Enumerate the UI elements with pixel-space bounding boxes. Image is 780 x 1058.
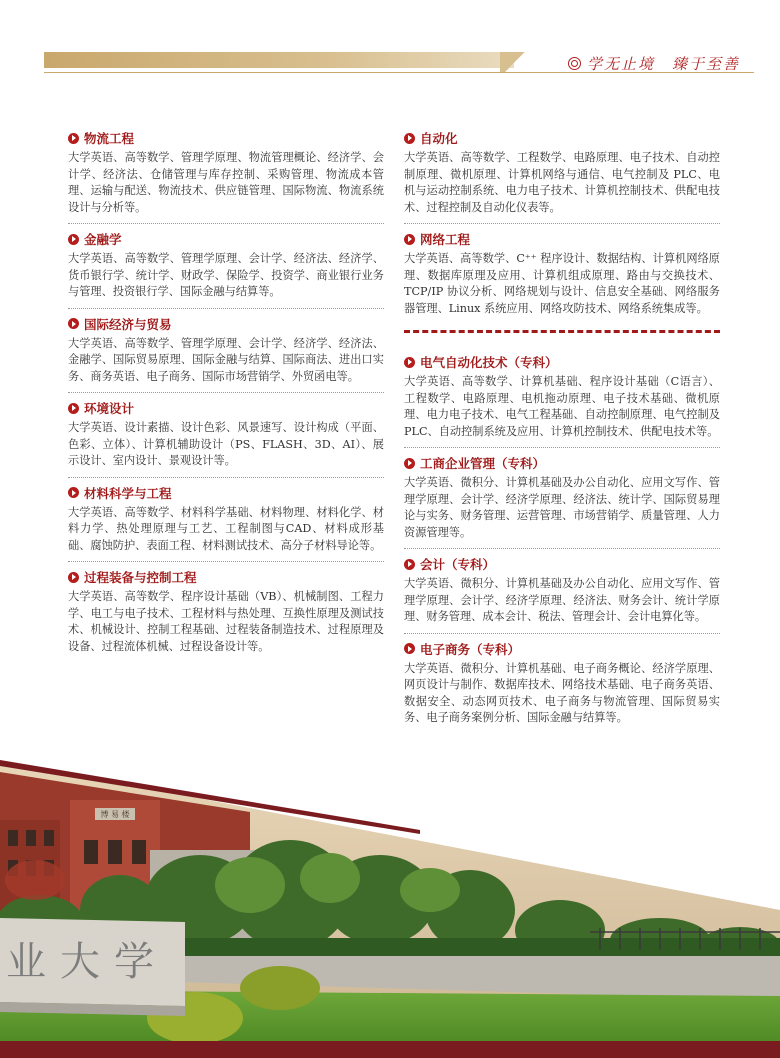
section-body: 大学英语、高等数学、程序设计基础（VB）、机械制图、工程力学、电工与电子技术、工程材料与热处理、互换性原理及测试技术、机械设计、控制工程基础、过程装备制造技术、过程原理及设备、过程流体机械、过程设备设计等。 bbox=[68, 590, 384, 653]
section-title bbox=[68, 566, 384, 588]
section-title bbox=[68, 228, 384, 250]
section-body: 大学英语、高等数学、材料科学基础、材料物理、材料化学、材料力学、热处理原理与工艺、工程制图与CAD、材料成形基础、腐蚀防护、表面工程、材料测试技术、高分子材料导论等。 bbox=[68, 505, 384, 552]
section-business-mgmt bbox=[404, 452, 720, 541]
section-body: 大学英语、高等数学、工程数学、电路原理、电子技术、自动控制原理、微机原理、计算机网络与通信、电气控制及 PLC、电机与运动控制系统、电力电子技术、计算机控制技术、供配电技术、过程控制及自动化仪表等。 bbox=[404, 151, 720, 214]
section-env-design bbox=[68, 397, 384, 470]
arrow-bullet-icon bbox=[68, 318, 79, 329]
section-title bbox=[404, 452, 720, 474]
arrow-bullet-icon bbox=[404, 458, 415, 469]
arrow-bullet-icon bbox=[404, 643, 415, 654]
section-title-text: 环境设计 bbox=[84, 401, 135, 416]
section-title bbox=[68, 482, 384, 504]
arrow-bullet-icon bbox=[404, 559, 415, 570]
section-network-eng bbox=[404, 228, 720, 317]
section-body: 大学英语、微积分、计算机基础及办公自动化、应用文写作、管理学原理、会计学、经济学原理、经济法、财务会计、统计学原理、财务管理、成本会计、税法、管理会计、会计电算化等。 bbox=[404, 577, 720, 623]
arrow-bullet-icon bbox=[68, 487, 79, 498]
section-title bbox=[404, 553, 720, 575]
circle-seal-icon bbox=[568, 57, 581, 70]
section-automation bbox=[404, 127, 720, 216]
section-finance bbox=[68, 228, 384, 301]
section-body: 大学英语、微积分、计算机基础及办公自动化、应用文写作、管理学原理、会计学、经济学原理、经济法、统计学、国际贸易理论与实务、财务管理、运营管理、市场营销学、质量管理、人力资源管理等。 bbox=[404, 476, 720, 539]
section-body: 大学英语、微积分、计算机基础、电子商务概论、经济学原理、网页设计与制作、数据库技术、网络技术基础、电子商务英语、数据安全、动态网页技术、电子商务与物流管理、国际贸易实务、电子商务案例分析、国际金融与结算等。 bbox=[404, 661, 720, 724]
red-dashed-divider bbox=[404, 330, 720, 333]
section-body: 大学英语、高等数学、管理学原理、会计学、经济学、经济法、金融学、国际贸易原理、国际金融与结算、国际商法、进出口实务、商务英语、电子商务、国际市场营销学、外贸函电等。 bbox=[68, 336, 384, 383]
section-title bbox=[68, 397, 384, 419]
arrow-bullet-icon bbox=[68, 234, 79, 245]
section-title-text: 过程装备与控制工程 bbox=[84, 570, 197, 585]
section-logistics bbox=[68, 127, 384, 216]
arrow-bullet-icon bbox=[68, 572, 79, 583]
monument-inscription: 业大学 bbox=[6, 939, 168, 985]
section-title bbox=[404, 228, 720, 250]
arrow-bullet-icon bbox=[404, 133, 415, 144]
section-title-text: 网络工程 bbox=[420, 232, 471, 247]
section-electrical-automation bbox=[404, 351, 720, 440]
header-band-notch bbox=[500, 52, 530, 72]
motto-text: 学无止境 臻于至善 bbox=[586, 54, 740, 73]
section-body: 大学英语、高等数学、管理学原理、会计学、经济法、经济学、货币银行学、统计学、财政学、保险学、投资学、商业银行业务与管理、投资银行学、国际金融与结算等。 bbox=[68, 252, 384, 298]
section-title-text: 金融学 bbox=[84, 232, 122, 247]
section-materials bbox=[68, 482, 384, 555]
dotted-divider bbox=[404, 633, 720, 634]
section-body: 大学英语、高等数学、管理学原理、物流管理概论、经济学、会计学、经济法、仓储管理与库存控制、采购管理、物流成本管理、运输与配送、物流技术、供应链管理、国际物流、物流系统设计与分析等。 bbox=[68, 151, 384, 214]
header-motto bbox=[568, 54, 740, 72]
header-gold-band bbox=[44, 52, 514, 68]
section-title-text: 物流工程 bbox=[84, 131, 135, 146]
section-intl-trade bbox=[68, 313, 384, 386]
arrow-bullet-icon bbox=[68, 403, 79, 414]
dotted-divider bbox=[404, 548, 720, 549]
section-title-text: 会计（专科） bbox=[420, 557, 496, 572]
section-title bbox=[404, 638, 720, 660]
arrow-bullet-icon bbox=[404, 357, 415, 368]
section-title-text: 自动化 bbox=[420, 131, 458, 146]
section-title bbox=[68, 127, 384, 149]
section-body: 大学英语、设计素描、设计色彩、风景速写、设计构成（平面、色彩、立体）、计算机辅助设计（PS、FLASH、3D、AI）、展示设计、室内设计、景观设计等。 bbox=[68, 421, 384, 467]
dotted-divider bbox=[68, 561, 384, 562]
section-title-text: 工商企业管理（专科） bbox=[420, 456, 546, 471]
campus-scene-illustration bbox=[0, 760, 780, 1058]
section-title bbox=[404, 127, 720, 149]
section-title-text: 电子商务（专科） bbox=[420, 641, 521, 657]
dotted-divider bbox=[404, 447, 720, 448]
building-sign: 博 易 楼 bbox=[100, 810, 130, 819]
campus-photo bbox=[0, 760, 780, 1058]
section-title bbox=[68, 313, 384, 335]
dotted-divider bbox=[68, 223, 384, 224]
bottom-bar bbox=[0, 1041, 780, 1058]
arrow-bullet-icon bbox=[404, 234, 415, 245]
dotted-divider bbox=[68, 308, 384, 309]
section-process-equipment bbox=[68, 566, 384, 655]
section-title bbox=[404, 351, 720, 373]
dotted-divider bbox=[68, 392, 384, 393]
dotted-divider bbox=[404, 223, 720, 224]
section-title-text: 电气自动化技术（专科） bbox=[420, 355, 558, 370]
arrow-bullet-icon bbox=[68, 133, 79, 144]
section-accounting bbox=[404, 553, 720, 626]
section-title-text: 材料科学与工程 bbox=[84, 485, 172, 501]
section-body: 大学英语、高等数学、计算机基础、程序设计基础（C语言）、工程数学、电路原理、电机拖动原理、电子技术基础、微机原理、电力电子技术、电气工程基础、自动控制原理、电气控制及 PLC、自动控制系统及应用、计算机控制技术、供配电技术等。 bbox=[404, 375, 720, 438]
section-title-text: 国际经济与贸易 bbox=[84, 316, 172, 332]
left-column bbox=[68, 124, 384, 655]
section-body: 大学英语、高等数学、C⁺⁺ 程序设计、数据结构、计算机网络原理、数据库原理及应用、计算机组成原理、路由与交换技术、TCP/IP 协议分析、网络规划与设计、信息安全基础、网络服务器管理、Linux 系统应用、网络攻防技术、网络系统集成等。 bbox=[404, 252, 720, 315]
dotted-divider bbox=[68, 477, 384, 478]
section-ecommerce bbox=[404, 638, 720, 727]
right-column bbox=[404, 124, 720, 727]
